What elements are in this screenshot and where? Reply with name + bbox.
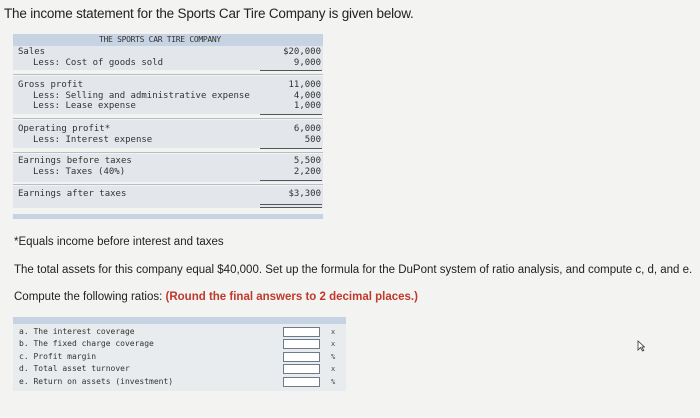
underline: [260, 148, 322, 149]
row-label: Gross profit: [18, 80, 84, 90]
instruction-prefix: Compute the following ratios:: [14, 291, 163, 303]
underline: [260, 180, 322, 181]
statement-footer: [13, 214, 323, 219]
double-underline: [260, 207, 322, 208]
row-label: Less: Selling and administrative expense: [33, 91, 250, 101]
row-label: Operating profit*: [18, 124, 111, 134]
row-label: Earnings before taxes: [18, 156, 132, 166]
underline: [260, 114, 322, 115]
row-label: Less: Taxes (40%): [33, 167, 126, 177]
statement-header: [13, 34, 323, 46]
ratio-label-e: e. Return on assets (investment): [19, 377, 174, 386]
row-amount: $3,300: [288, 189, 321, 199]
instruction-text: [14, 291, 418, 303]
ratio-label-d: d. Total asset turnover: [19, 364, 130, 373]
row-amount: 2,200: [293, 167, 321, 177]
ratios-table: [13, 317, 346, 391]
row-label: Earnings after taxes: [18, 189, 127, 199]
unit-b: x: [331, 340, 336, 348]
answer-input-b[interactable]: [283, 339, 320, 349]
footnote: *Equals income before interest and taxes: [14, 236, 224, 248]
row-amount: 11,000: [288, 80, 321, 90]
row-amount: 1,000: [293, 101, 321, 111]
divider: [13, 184, 323, 185]
ratio-label-b: b. The fixed charge coverage: [19, 339, 154, 348]
row-label: Less: Interest expense: [33, 135, 153, 145]
underline: [260, 70, 322, 71]
double-underline: [260, 204, 322, 205]
divider: [13, 152, 323, 153]
instruction-bold: (Round the final answers to 2 decimal places.): [165, 291, 418, 303]
unit-c: %: [331, 353, 336, 361]
unit-d: x: [331, 365, 336, 373]
income-statement: [13, 34, 323, 220]
ratios-header: [13, 317, 346, 324]
row-amount: 5,500: [293, 156, 321, 166]
divider: [13, 74, 323, 75]
row-amount: 9,000: [293, 58, 321, 68]
row-amount: 4,000: [293, 91, 321, 101]
row-amount: $20,000: [283, 47, 321, 57]
ratio-label-a: a. The interest coverage: [19, 327, 135, 336]
answer-input-a[interactable]: [283, 327, 320, 337]
answer-input-e[interactable]: [283, 377, 320, 387]
ratio-label-c: c. Profit margin: [19, 352, 97, 361]
company-name: THE SPORTS CAR TIRE COMPANY: [99, 35, 221, 44]
mouse-pointer-icon: [637, 340, 645, 352]
intro-text: The income statement for the Sports Car Tire Company is given below.: [4, 6, 414, 21]
divider: [13, 118, 323, 119]
answer-input-c[interactable]: [283, 352, 320, 362]
row-label: Sales: [18, 47, 46, 57]
row-amount: 6,000: [293, 124, 321, 134]
row-label: Less: Cost of goods sold: [33, 58, 164, 68]
row-amount: 500: [304, 135, 321, 145]
unit-e: %: [331, 378, 336, 386]
unit-a: x: [331, 328, 336, 336]
row-label: Less: Lease expense: [33, 101, 136, 111]
question-text: The total assets for this company equal $40,000. Set up the formula for the DuPont system of ratio analysis, and compute c, d, and e.: [14, 264, 693, 276]
answer-input-d[interactable]: [283, 364, 320, 374]
